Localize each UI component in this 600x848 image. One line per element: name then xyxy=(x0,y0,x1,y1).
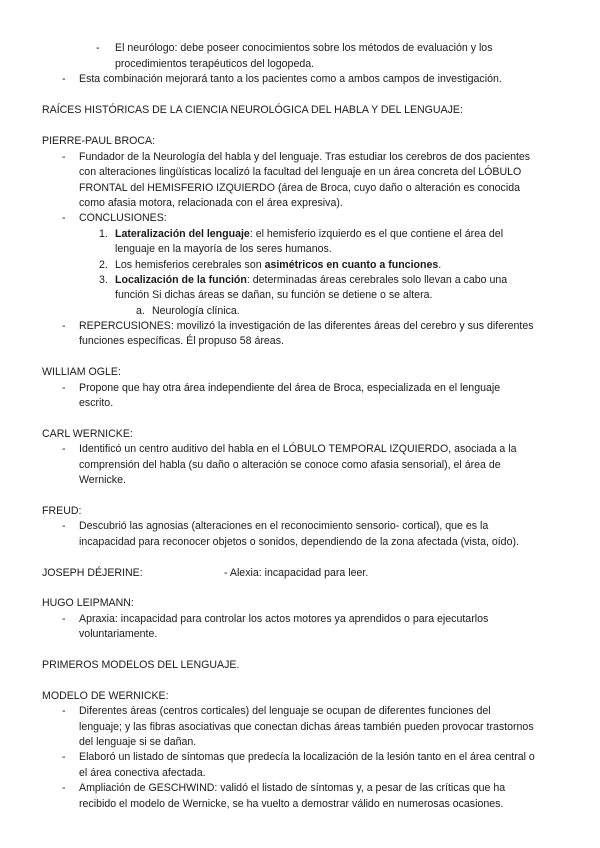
combinacion-text: Esta combinación mejorará tanto a los pacientes como a ambos campos de investigación. xyxy=(79,73,502,85)
heading-broca: PIERRE-PAUL BROCA: xyxy=(42,135,156,147)
list-number: 2. xyxy=(99,259,108,271)
freud-line: Descubrió las agnosias (alteraciones en el reconocimiento sensorio- cortical), que es la xyxy=(79,520,489,532)
modelo-b2-line: Elaboró un listado de síntomas que predecía la localización de la lesión tanto en el área central o xyxy=(79,751,535,763)
heading-freud: FREUD: xyxy=(42,505,82,517)
freud-line: incapacidad para reconocer objetos o sonidos, dependiendo de la zona afectada (vista, oído). xyxy=(79,536,519,548)
repercusiones-line: funciones específicas. Él propuso 58 áreas. xyxy=(79,335,284,347)
modelo-b3-line: recibido el modelo de Wernicke, se ha vuelto a demostrar válido en numerosas ocasiones. xyxy=(79,798,504,810)
bullet-dash: - xyxy=(62,151,66,163)
neurologo-line-1: El neurólogo: debe poseer conocimientos sobre los métodos de evaluación y los xyxy=(115,42,493,54)
bullet-dash: - xyxy=(62,320,66,332)
conclusion-3a: Neurología clínica. xyxy=(152,305,240,317)
bullet-dash: - xyxy=(62,520,66,532)
broca-fundador-line: Fundador de la Neurología del habla y del lenguaje. Tras estudiar los cerebros de dos pacientes xyxy=(79,151,531,163)
bullet-dash: - xyxy=(62,782,66,794)
repercusiones-line: REPERCUSIONES: movilizó la investigación de las diferentes áreas del cerebro y sus diferentes xyxy=(79,320,534,332)
heading-ogle: WILLIAM OGLE: xyxy=(42,366,121,378)
heading-leipmann: HUGO LEIPMANN: xyxy=(42,597,134,609)
section-title-modelos: PRIMEROS MODELOS DEL LENGUAJE. xyxy=(42,659,240,671)
wernicke-line: Identificó un centro auditivo del habla en el LÓBULO TEMPORAL IZQUIERDO, asociada a la xyxy=(79,443,517,455)
conclusion-3-line-2: función Si dichas áreas se dañan, su función se detiene o se altera. xyxy=(115,289,433,301)
list-letter: a. xyxy=(136,305,145,317)
heading-modelo-wernicke: MODELO DE WERNICKE: xyxy=(42,690,169,702)
heading-wernicke: CARL WERNICKE: xyxy=(42,428,133,440)
modelo-b1-line: del lenguaje si se dañan. xyxy=(79,736,197,748)
modelo-b3-line: Ampliación de GESCHWIND: validó el listado de síntomas y, a pesar de las críticas que ha xyxy=(79,782,506,794)
bullet-dash: - xyxy=(96,42,100,54)
heading-dejerine: JOSEPH DÉJERINE: xyxy=(42,567,143,579)
list-number: 3. xyxy=(99,274,108,286)
leipmann-line: voluntariamente. xyxy=(79,628,158,640)
bullet-dash: - xyxy=(62,382,66,394)
broca-fundador-line: con alteraciones lingüísticas localizó la facultad del lenguaje en un área concreta del LÓBULO xyxy=(79,166,522,178)
conclusion-1: Lateralización del lenguaje: el hemisferio izquierdo es el que contiene el área del xyxy=(115,228,504,240)
conclusion-3: Localización de la función: determinadas áreas cerebrales solo llevan a cabo una xyxy=(115,274,508,286)
ogle-line: Propone que hay otra área independiente del área de Broca, especializada en el lenguaje xyxy=(79,382,501,394)
wernicke-line: Wernicke. xyxy=(79,474,126,486)
bullet-dash: - xyxy=(62,73,66,85)
leipmann-line: Apraxia: incapacidad para controlar los actos motores ya aprendidos o para ejecutarlos xyxy=(79,613,489,625)
section-title-raices: RAÍCES HISTÓRICAS DE LA CIENCIA NEUROLÓGICA DEL HABLA Y DEL LENGUAJE: xyxy=(42,104,463,116)
modelo-b1-line: Diferentes áreas (centros corticales) del lenguaje se ocupan de diferentes funciones del xyxy=(79,705,491,717)
modelo-b1-line: lenguaje; y las fibras asociativas que conectan dichas áreas también pueden provocar trastornos xyxy=(79,721,534,733)
broca-fundador-line: FRONTAL del HEMISFERIO IZQUIERDO (área de Broca, cuyo daño o alteración es conocida xyxy=(79,182,520,194)
conclusion-2: Los hemisferios cerebrales son asimétricos en cuanto a funciones. xyxy=(115,259,442,271)
bullet-dash: - xyxy=(62,613,66,625)
conclusiones-label: CONCLUSIONES: xyxy=(79,212,167,224)
bullet-dash: - xyxy=(62,443,66,455)
dejerine-text: - Alexia: incapacidad para leer. xyxy=(224,567,369,579)
bullet-dash: - xyxy=(62,751,66,763)
broca-fundador-line: como afasia motora, relacionada con el área expresiva). xyxy=(79,197,343,209)
bullet-dash: - xyxy=(62,212,66,224)
neurologo-line-2: procedimientos terapéuticos del logopeda. xyxy=(115,58,315,70)
wernicke-line: comprensión del habla (su daño o alteración se conoce como afasia sensorial), el área de xyxy=(79,459,501,471)
bullet-dash: - xyxy=(62,705,66,717)
conclusion-1-line-2: lenguaje en la mayoría de los seres humanos. xyxy=(115,243,332,255)
modelo-b2-line: el área conectiva afectada. xyxy=(79,767,206,779)
ogle-line: escrito. xyxy=(79,397,114,409)
list-number: 1. xyxy=(99,228,108,240)
